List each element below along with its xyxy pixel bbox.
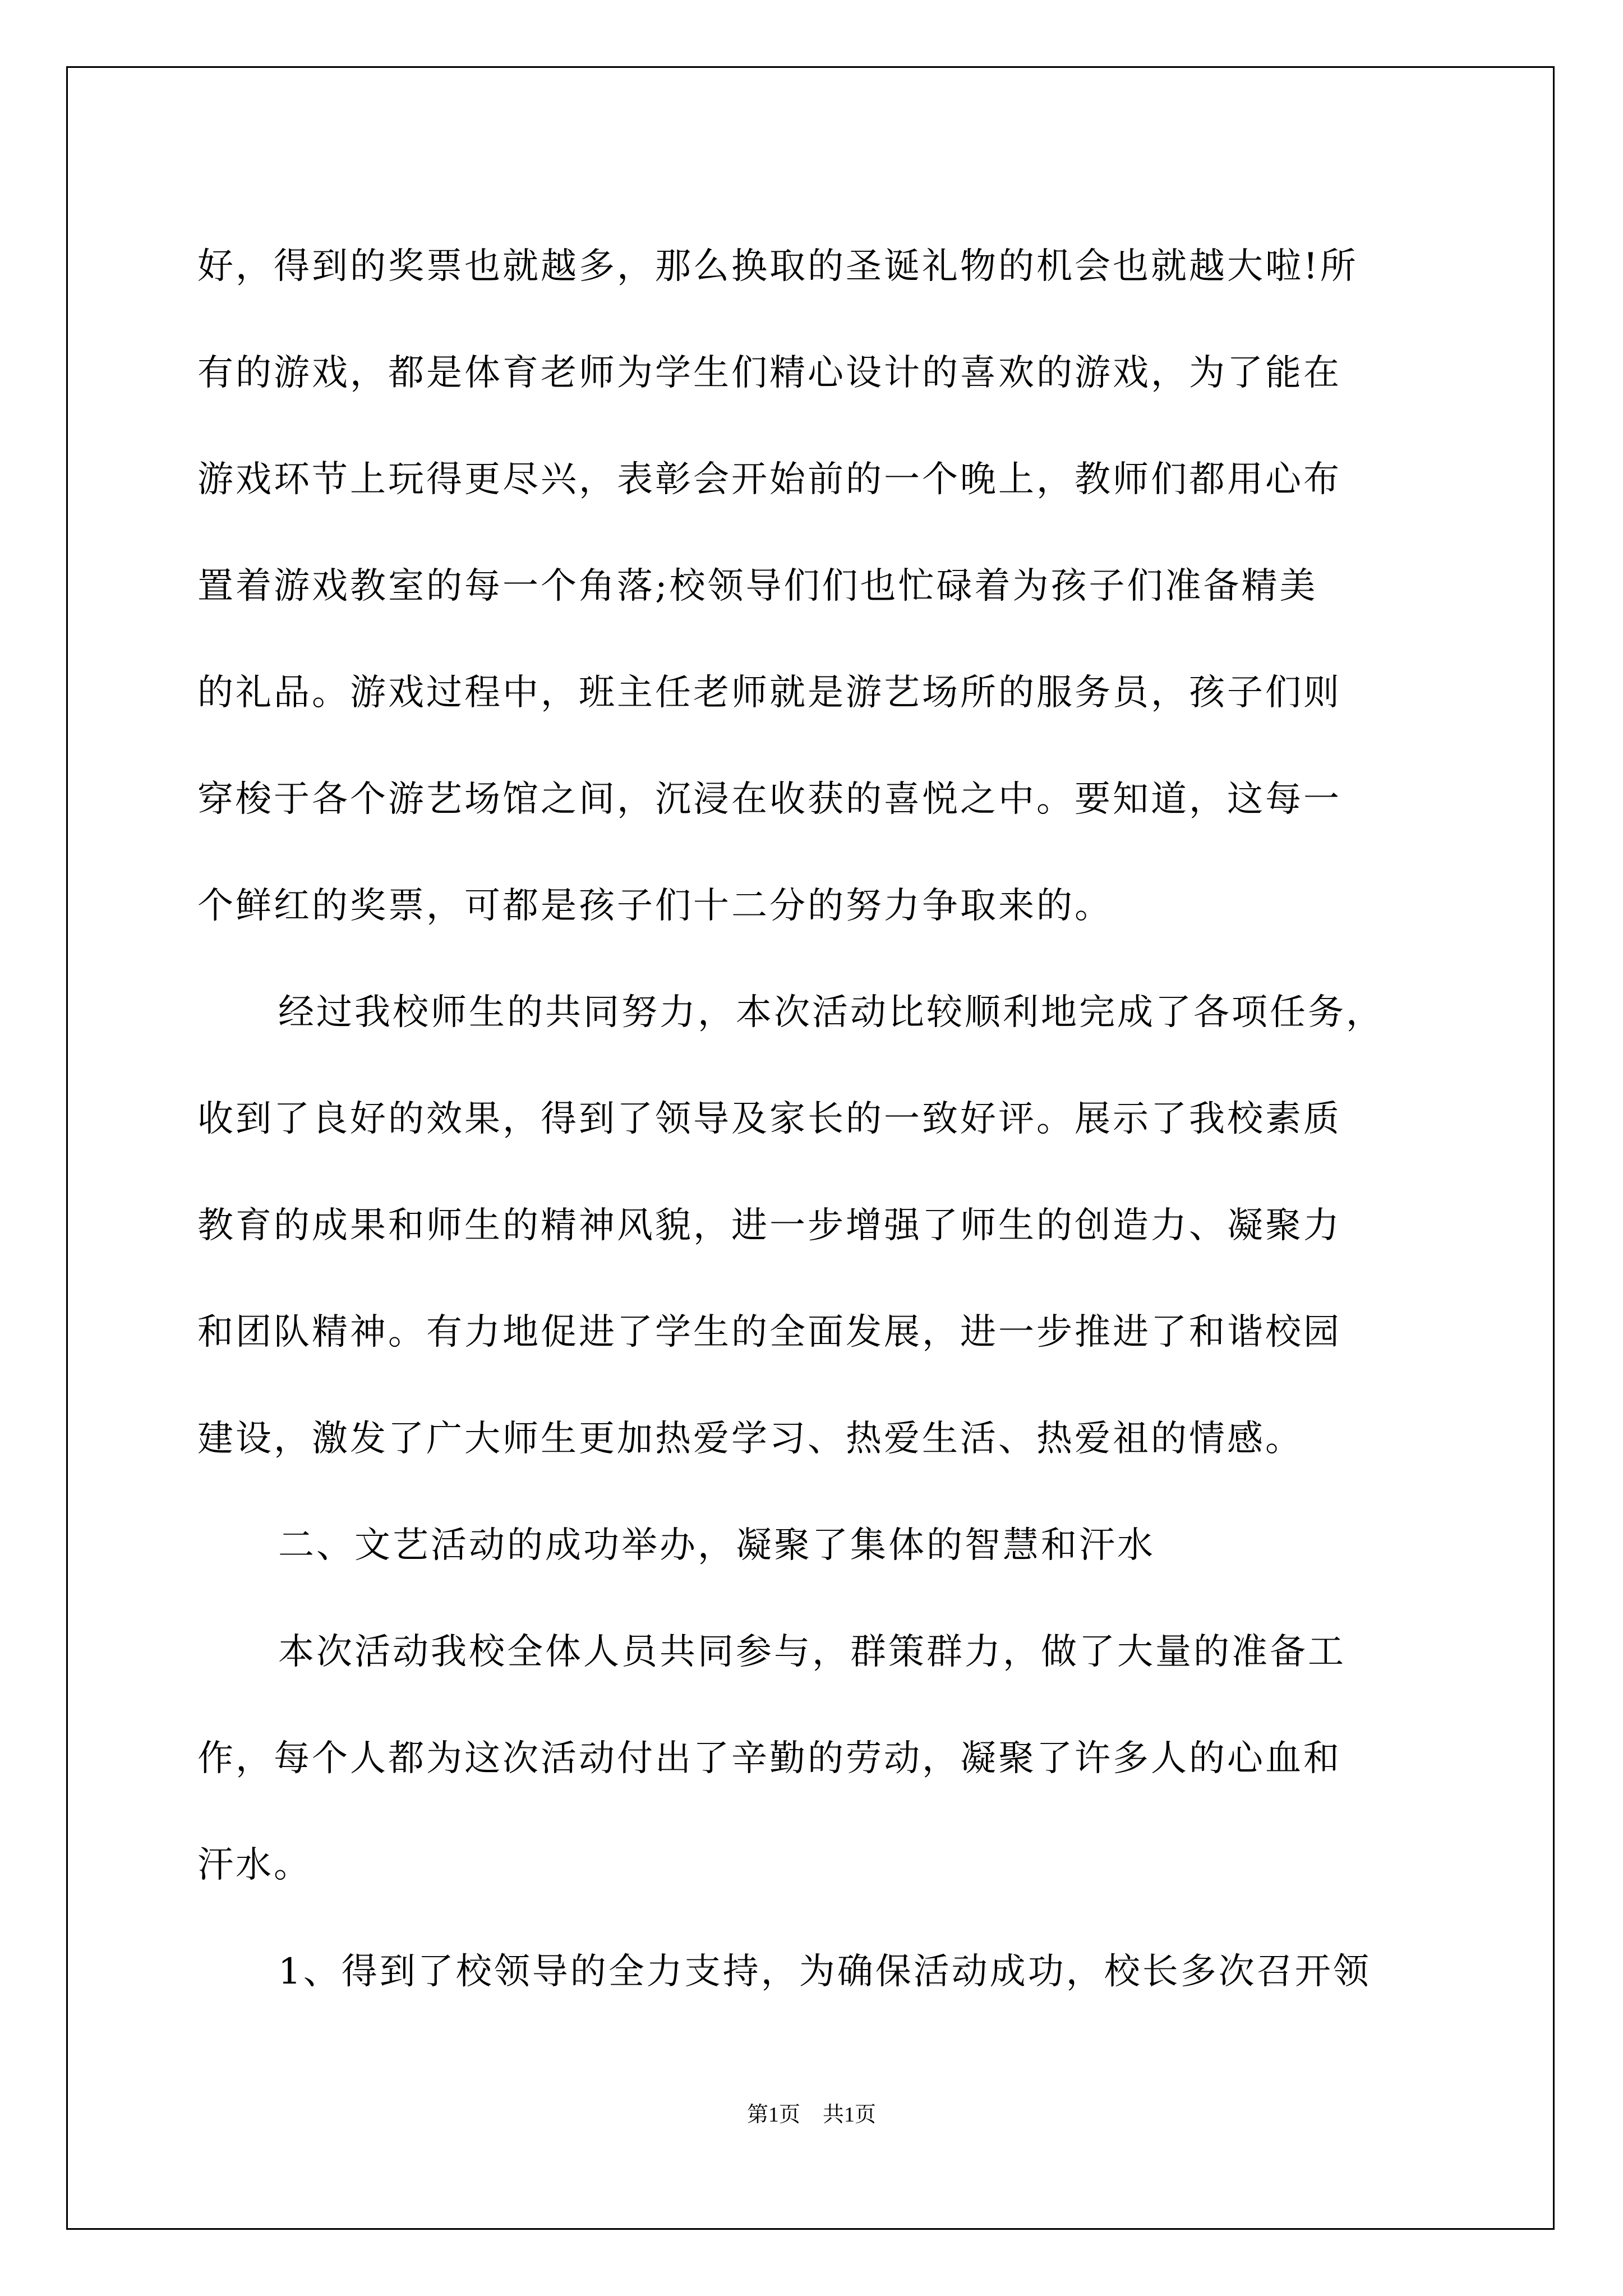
text-line: 本次活动我校全体人员共同参与，群策群力，做了大量的准备工 <box>278 1631 1346 1673</box>
text-line: 二、文艺活动的成功举办，凝聚了集体的智慧和汗水 <box>278 1525 1155 1566</box>
page-footer <box>0 2101 1623 2129</box>
text-line: 游戏环节上玩得更尽兴，表彰会开始前的一个晚上，教师们都用心布 <box>197 459 1341 500</box>
text-line: 1、得到了校领导的全力支持，为确保活动成功，校长多次召开领 <box>278 1951 1371 1993</box>
text-line: 经过我校师生的共同努力，本次活动比较顺利地完成了各项任务， <box>278 992 1384 1033</box>
text-line: 有的游戏，都是体育老师为学生们精心设计的喜欢的游戏，为了能在 <box>197 352 1341 394</box>
page-total: 共1页 <box>823 2103 877 2127</box>
text-line: 收到了良好的效果，得到了领导及家长的一致好评。展示了我校素质 <box>197 1098 1341 1140</box>
text-line: 汗水。 <box>197 1844 312 1886</box>
text-line: 和团队精神。有力地促进了学生的全面发展，进一步推进了和谐校园 <box>197 1312 1341 1353</box>
text-line: 建设，激发了广大师生更加热爱学习、热爱生活、热爱祖的情感。 <box>197 1418 1303 1460</box>
text-line: 穿梭于各个游艺场馆之间，沉浸在收获的喜悦之中。要知道，这每一 <box>197 779 1341 820</box>
text-line: 教育的成果和师生的精神风貌，进一步增强了师生的创造力、凝聚力 <box>197 1205 1341 1246</box>
text-line: 个鲜红的奖票，可都是孩子们十二分的努力争取来的。 <box>197 885 1113 927</box>
text-line: 的礼品。游戏过程中，班主任老师就是游艺场所的服务员，孩子们则 <box>197 672 1341 714</box>
text-line: 好，得到的奖票也就越多，那么换取的圣诞礼物的机会也就越大啦!所 <box>197 246 1358 287</box>
page-number: 第1页 <box>746 2103 800 2127</box>
document-body <box>197 213 1470 2025</box>
text-line: 置着游戏教室的每一个角落;校领导们们也忙碌着为孩子们准备精美 <box>197 565 1318 607</box>
text-line: 作，每个人都为这次活动付出了辛勤的劳动，凝聚了许多人的心血和 <box>197 1738 1341 1779</box>
